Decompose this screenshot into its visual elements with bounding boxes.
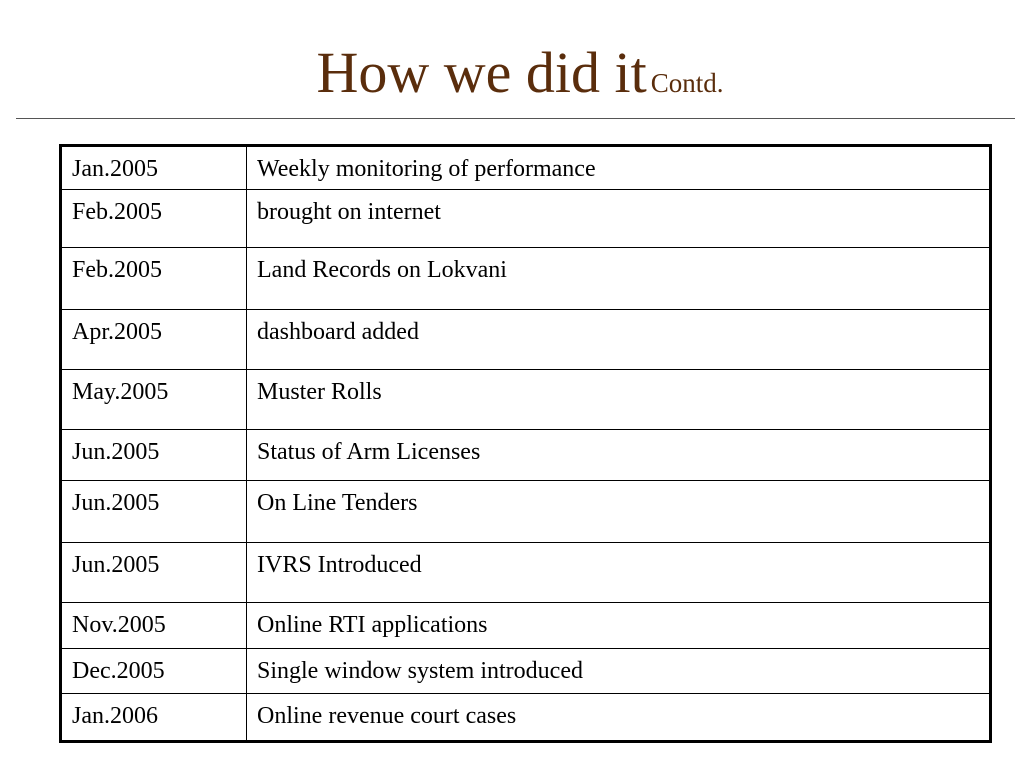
slide-title-subtitle: Contd. — [650, 68, 724, 98]
table-row — [61, 430, 991, 481]
date-cell: Feb.2005 — [61, 190, 247, 248]
slide-title-main: How we did it — [316, 40, 647, 105]
date-cell: Dec.2005 — [61, 649, 247, 694]
table-row — [61, 481, 991, 543]
table-row — [61, 649, 991, 694]
event-cell: Online RTI applications — [247, 603, 991, 649]
event-cell: Single window system introduced — [247, 649, 991, 694]
table-row — [61, 310, 991, 370]
table-row — [61, 543, 991, 603]
table-row — [61, 248, 991, 310]
date-cell: May.2005 — [61, 370, 247, 430]
slide-title — [0, 40, 1024, 105]
table-row — [61, 370, 991, 430]
date-cell: Jun.2005 — [61, 481, 247, 543]
timeline-table — [59, 144, 992, 743]
date-cell: Jun.2005 — [61, 543, 247, 603]
date-cell: Jun.2005 — [61, 430, 247, 481]
event-cell: dashboard added — [247, 310, 991, 370]
table-row — [61, 146, 991, 190]
table-row — [61, 694, 991, 742]
title-divider — [16, 118, 1015, 119]
date-cell: Jan.2005 — [61, 146, 247, 190]
event-cell: Weekly monitoring of performance — [247, 146, 991, 190]
table-row — [61, 603, 991, 649]
event-cell: IVRS Introduced — [247, 543, 991, 603]
event-cell: Muster Rolls — [247, 370, 991, 430]
date-cell: Apr.2005 — [61, 310, 247, 370]
event-cell: Online revenue court cases — [247, 694, 991, 742]
event-cell: Land Records on Lokvani — [247, 248, 991, 310]
table-row — [61, 190, 991, 248]
date-cell: Feb.2005 — [61, 248, 247, 310]
date-cell: Nov.2005 — [61, 603, 247, 649]
event-cell: On Line Tenders — [247, 481, 991, 543]
date-cell: Jan.2006 — [61, 694, 247, 742]
event-cell: brought on internet — [247, 190, 991, 248]
event-cell: Status of Arm Licenses — [247, 430, 991, 481]
